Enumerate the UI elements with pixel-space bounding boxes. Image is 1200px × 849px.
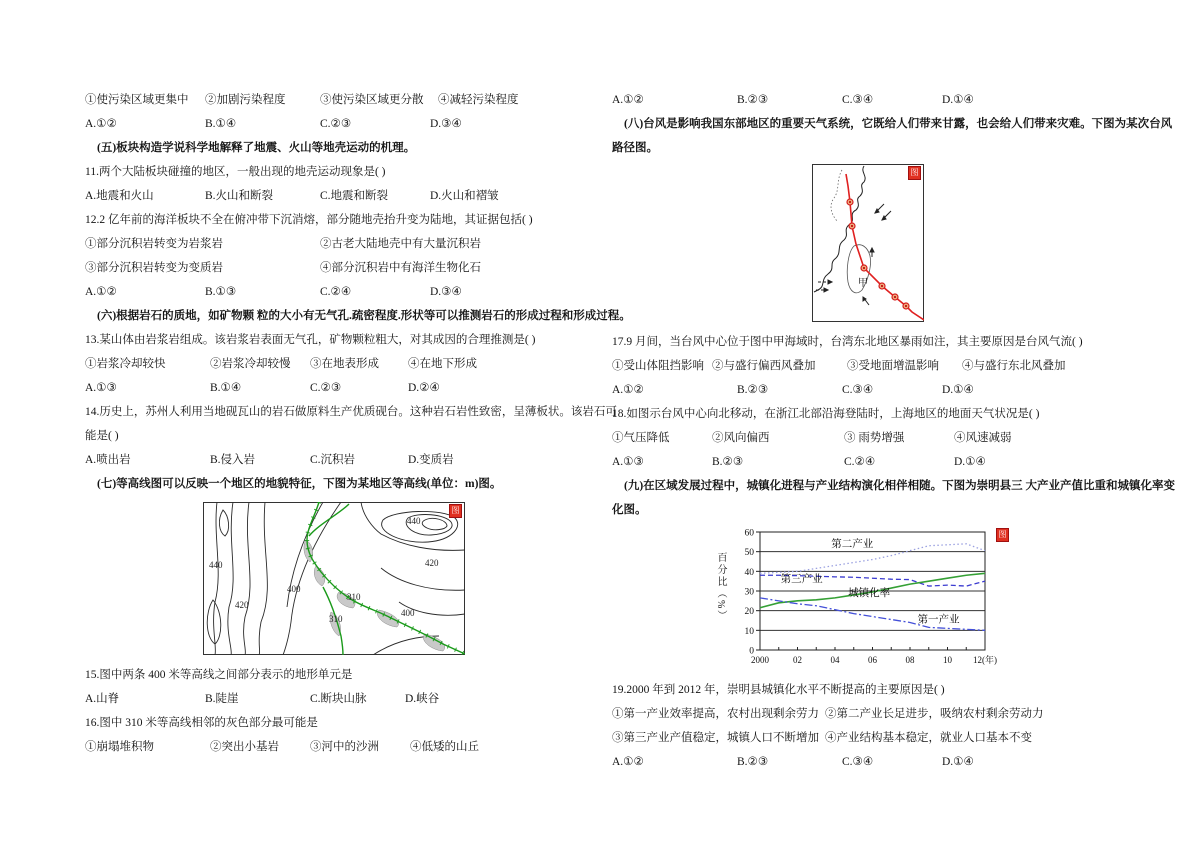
svg-text:10: 10 [744,626,754,637]
option-row [85,687,617,711]
section-heading: (五)板块构造学说科学地解释了地震、火山等地壳运动的机理。 [97,142,416,154]
option-item: ④低矮的山丘 [410,741,479,753]
option-item: B.②③ [737,384,769,396]
option-item: ④风速减弱 [954,432,1012,444]
option-row [85,376,617,400]
option-item: A.①② [85,118,117,130]
section-heading: (八)台风是影响我国东部地区的重要天气系统，它既给人们带来甘露，也会给人们带来灾难。下图为某次台风路径图。 [612,118,1173,154]
svg-text:10: 10 [943,655,952,665]
option-item: D.①④ [942,384,974,396]
option-item: B.①③ [205,286,237,298]
option-item: B.②③ [737,94,769,106]
option-item: A.①③ [85,382,117,394]
option-item: D.③④ [430,286,462,298]
section-heading: (六)根据岩石的质地，如矿物颗 粒的大小有无气孔.疏密程度.形状等可以推测岩石的形成过程和形成过程。 [97,310,631,322]
svg-text:400: 400 [287,584,301,594]
option-item: ④减轻污染程度 [438,94,519,106]
option-item: ②加剧污染程度 [205,94,286,106]
option-item: D.峡谷 [405,693,440,705]
figure-marker-icon: 图 [996,528,1009,542]
industry-chart-figure [712,526,1012,676]
question-text: 12.2 亿年前的海洋板块不全在俯冲带下沉消熔，部分随地壳抬升变为陆地，其证据包括( ) [85,214,533,226]
option-item: C.②③ [310,382,342,394]
option-item: D.①④ [954,456,986,468]
series-label: 第一产业 [917,614,960,626]
option-row [85,112,617,136]
option-item: ③ 雨势增强 [844,432,905,444]
option-item: ②岩浆冷却较慢 [210,358,291,370]
svg-text:310: 310 [329,614,343,624]
svg-text:20: 20 [744,607,754,618]
option-item: D.①④ [942,94,974,106]
option-item: C.③④ [842,756,874,768]
question-text: 16.图中 310 米等高线相邻的灰色部分最可能是 [85,717,318,729]
option-row [85,88,617,112]
option-item: B.②③ [712,456,744,468]
option-item: B.火山和断裂 [205,190,274,202]
option-item: ②第二产业长足进步，吸纳农村剩余劳动力 [825,708,1044,720]
option-item: C.③④ [842,384,874,396]
section-heading: (七)等高线图可以反映一个地区的地貌特征，下图为某地区等高线(单位：m)图。 [97,478,502,490]
option-item: ③河中的沙洲 [310,741,379,753]
section-heading: (九)在区域发展过程中，城镇化进程与产业结构演化相伴相随。下图为崇明县三 大产业产值比重和城镇化率变化图。 [612,480,1176,516]
option-item: C.②④ [320,286,352,298]
option-item: ③在地表形成 [310,358,379,370]
option-item: A.①② [612,384,644,396]
option-item: C.②④ [844,456,876,468]
option-row [612,726,1182,750]
option-item: A.①② [85,286,117,298]
option-item: B.侵入岩 [210,454,256,466]
question-text: 11.两个大陆板块碰撞的地区，一般出现的地壳运动现象是( ) [85,166,386,178]
svg-text:400: 400 [401,608,415,618]
option-item: ①气压降低 [612,432,670,444]
svg-text:04: 04 [830,655,840,665]
option-item: ①受山体阻挡影响 [612,360,704,372]
line-chart [730,526,1002,676]
option-item: ③受地面增温影响 [847,360,939,372]
option-row [85,256,617,280]
option-row [612,750,1182,774]
svg-text:12(年): 12(年) [973,655,997,665]
option-row [612,426,1182,450]
option-row [85,280,617,304]
option-item: A.①③ [612,456,644,468]
option-item: B.①④ [210,382,242,394]
contour-map-figure [203,502,465,658]
svg-text:30: 30 [744,587,754,598]
svg-text:02: 02 [793,655,802,665]
option-item: A.地震和火山 [85,190,154,202]
option-item: C.地震和断裂 [320,190,389,202]
svg-text:420: 420 [235,600,249,610]
y-axis-label: 百分比（%） [715,552,726,623]
question-text: 19.2000 年到 2012 年，崇明县城镇化水平不断提高的主要原因是( ) [612,684,945,696]
option-item: D.火山和褶皱 [430,190,499,202]
option-row [85,735,617,759]
option-row [612,450,1182,474]
svg-text:08: 08 [905,655,915,665]
option-item: A.①② [612,94,644,106]
svg-text:310: 310 [347,592,361,602]
option-item: ④产业结构基本稳定，就业人口基本不变 [825,732,1032,744]
option-row [612,354,1182,378]
sea-area-label: 甲 [858,278,868,289]
question-text: 14.历史上，苏州人利用当地砚瓦山的岩石做原料生产优质砚台。这种岩石岩性致密，呈薄板状。该岩石可能是( ) [85,406,617,442]
left-column [85,88,631,759]
option-row [85,232,617,256]
option-item: ③第三产业产值稳定，城镇人口不断增加 [612,732,819,744]
option-item: ③部分沉积岩转变为变质岩 [85,262,223,274]
svg-text:60: 60 [744,528,754,539]
option-item: ④部分沉积岩中有海洋生物化石 [320,262,481,274]
typhoon-track-figure [812,164,924,325]
option-item: ③使污染区域更分散 [320,94,424,106]
option-row [612,702,1182,726]
option-item: B.陡崖 [205,693,239,705]
question-text: 17.9 月间，当台风中心位于图中甲海域时，台湾东北地区暴雨如注，其主要原因是台风气流( ) [612,336,1083,348]
right-column [612,88,1182,774]
option-item: ①使污染区域更集中 [85,94,189,106]
option-item: ①部分沉积岩转变为岩浆岩 [85,238,223,250]
option-item: A.山脊 [85,693,120,705]
option-item: ①第一产业效率提高，农村出现剩余劳力 [612,708,819,720]
option-item: ①岩浆冷却较快 [85,358,166,370]
option-item: A.喷出岩 [85,454,131,466]
option-item: ②风向偏西 [712,432,770,444]
svg-text:0: 0 [749,646,754,657]
option-row [85,352,617,376]
option-row [612,88,1182,112]
option-item: ②与盛行偏西风叠加 [712,360,816,372]
option-item: ④在地下形成 [408,358,477,370]
figure-marker-icon: 图 [908,166,921,180]
option-row [612,378,1182,402]
option-item: B.①④ [205,118,237,130]
svg-text:50: 50 [744,548,754,559]
option-item: ②突出小基岩 [210,741,279,753]
question-text: 15.图中两条 400 米等高线之间部分表示的地形单元是 [85,669,353,681]
option-item: B.②③ [737,756,769,768]
option-item: ①崩塌堆积物 [85,741,154,753]
option-item: ④与盛行东北风叠加 [962,360,1066,372]
option-item: D.①④ [942,756,974,768]
option-item: C.断块山脉 [310,693,367,705]
series-label: 第二产业 [831,538,874,550]
option-row [85,448,617,472]
question-text: 18.如图示台风中心向北移动，在浙江北部沿海登陆时，上海地区的地面天气状况是( ) [612,408,1040,420]
svg-text:440: 440 [209,560,223,570]
option-item: C.沉积岩 [310,454,356,466]
svg-text:40: 40 [744,567,754,578]
option-item: D.②④ [408,382,440,394]
option-row [85,184,617,208]
option-item: D.③④ [430,118,462,130]
series-label: 第三产业 [780,574,823,586]
series-label: 城镇化率 [848,587,891,599]
option-item: C.②③ [320,118,352,130]
option-item: D.变质岩 [408,454,454,466]
option-item: ②古老大陆地壳中有大量沉积岩 [320,238,481,250]
option-item: A.①② [612,756,644,768]
svg-text:440: 440 [407,516,421,526]
svg-text:2000: 2000 [751,655,769,665]
question-text: 13.某山体由岩浆岩组成。该岩浆岩表面无气孔，矿物颗粒粗大，对其成因的合理推测是( ) [85,334,536,346]
figure-marker-icon: 图 [449,504,462,518]
svg-text:06: 06 [868,655,877,665]
option-item: C.③④ [842,94,874,106]
svg-text:420: 420 [425,558,439,568]
